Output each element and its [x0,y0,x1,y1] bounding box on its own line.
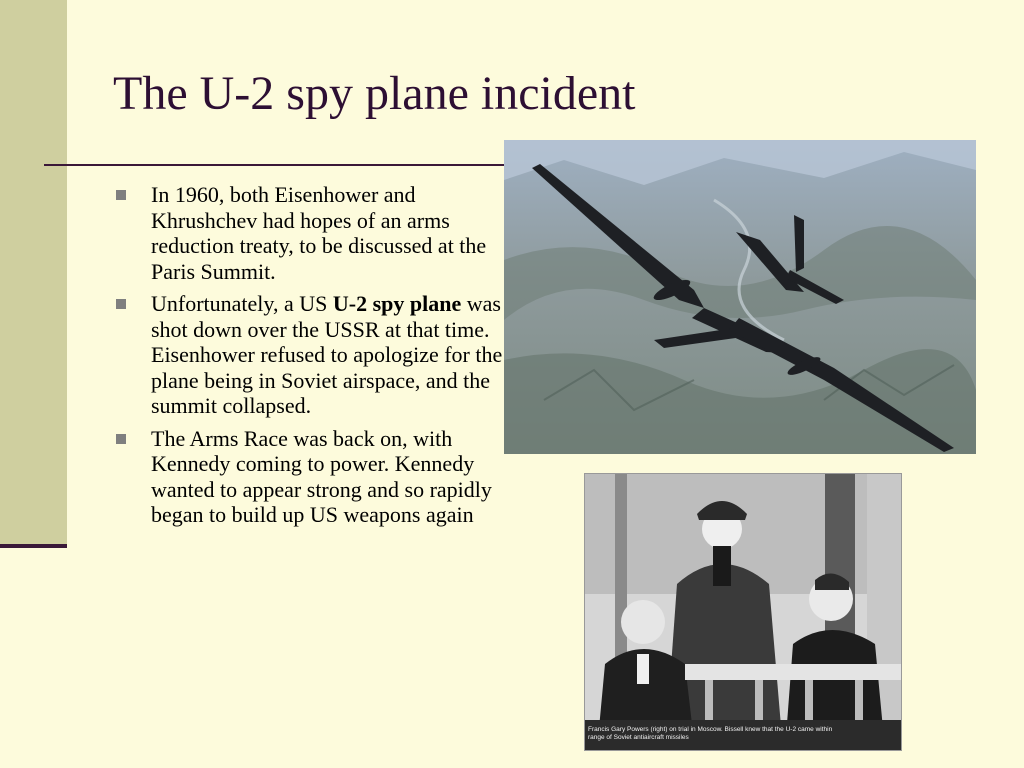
bullet-text: The Arms Race was back on, with Kennedy coming to power. Kennedy wanted to appear strong and so rapidly began to build up US weapons again [151,425,492,527]
photo-caption: Francis Gary Powers (right) on trial in Moscow. Bissell knew that the U-2 came within range of Soviet antiaircraft missiles [588,726,833,741]
bullet-text: was shot down over the USSR at that time. Eisenhower refused to apologize for the plane being in Soviet airspace, and the summit collapsed. [151,291,503,418]
bullet-item [113,182,513,284]
bullet-list [113,182,513,535]
slide-side-bar [0,0,67,544]
square-bullet-icon [116,190,126,200]
bullet-item [113,291,513,419]
bullet-text: Unfortunately, a US [151,291,333,316]
square-bullet-icon [116,299,126,309]
powers-trial-photo [584,473,902,751]
bullet-item [113,426,513,528]
side-bar-rule [0,544,67,548]
bullet-bold-text: U-2 spy plane [332,291,462,316]
u2-plane-image [504,140,976,454]
u2-plane-photo [504,140,976,454]
slide-title: The U-2 spy plane incident [113,67,636,120]
square-bullet-icon [116,434,126,444]
bullet-text: In 1960, both Eisenhower and Khrushchev had hopes of an arms reduction treaty, to be discussed at the Paris Summit. [151,182,487,284]
powers-trial-image [585,474,901,750]
title-divider [44,164,514,166]
